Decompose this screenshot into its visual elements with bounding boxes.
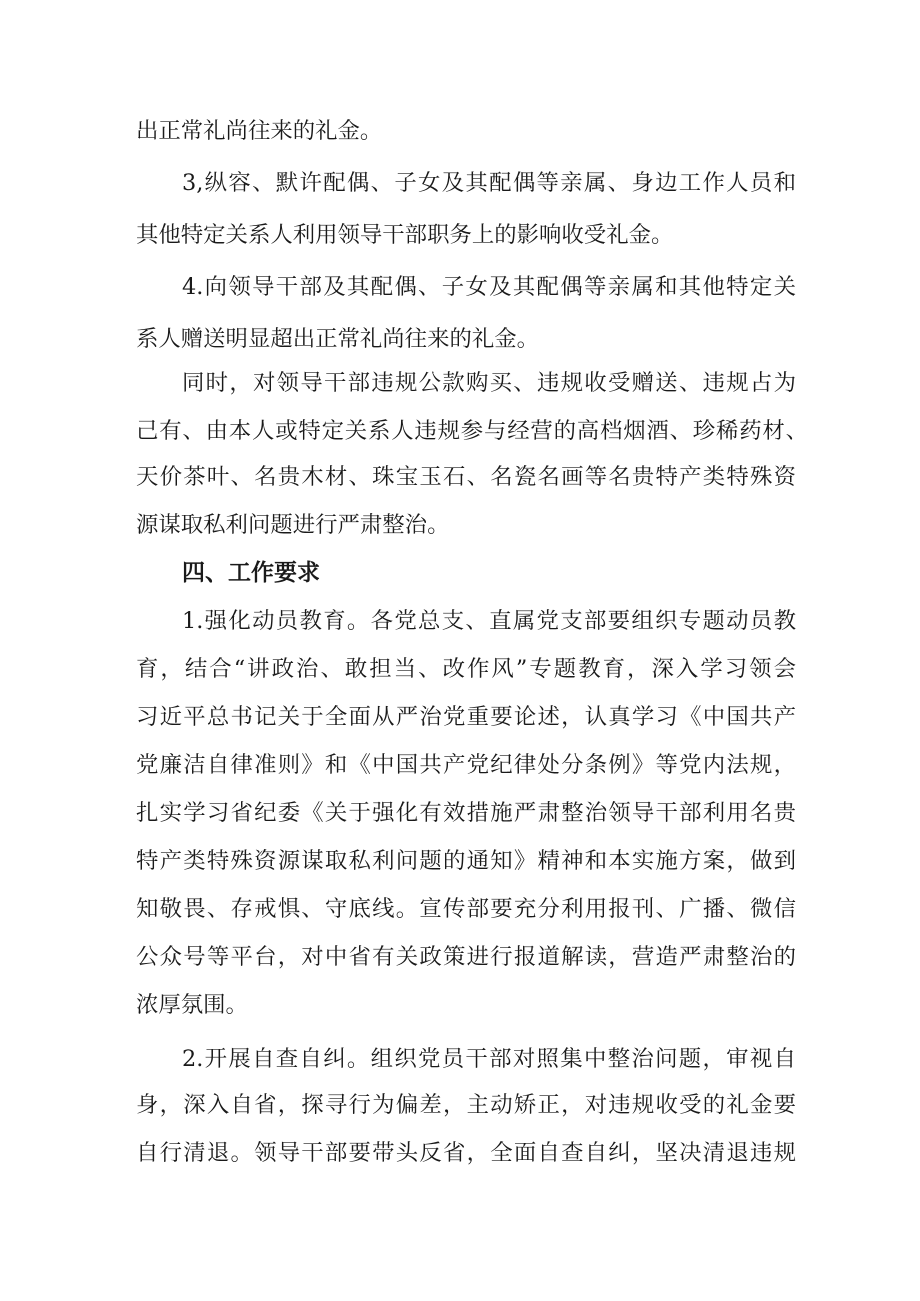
text-line: 党廉洁自律准则》和《中国共产党纪律处分条例》等党内法规， [136, 752, 796, 778]
text-line: 己有、由本人或特定关系人违规参与经营的高档烟酒、珍稀药材、 [136, 418, 808, 444]
text-line: 身，深入自省，探寻行为偏差，主动矫正，对违规收受的礼金要 [136, 1092, 796, 1118]
text-line: 出正常礼尚往来的礼金。 [136, 118, 383, 144]
text-line: 其他特定关系人利用领导干部职务上的影响收受礼金。 [136, 222, 674, 248]
text-line: 天价茶叶、名贵木材、珠宝玉石、名瓷名画等名贵特产类特殊资 [136, 464, 796, 490]
text-line: 公众号等平台，对中省有关政策进行报道解读，营造严肃整治的 [136, 944, 796, 970]
text-line: 育，结合“讲政治、敢担当、改作风”专题教育，深入学习领会 [136, 656, 796, 682]
text-line: 扎实学习省纪委《关于强化有效措施严肃整治领导干部利用名贵 [136, 800, 796, 826]
text-line: 2.开展自查自纠。组织党员干部对照集中整治问题，审视自 [182, 1046, 796, 1072]
text-line: 同时，对领导干部违规公款购买、违规收受赠送、违规占为 [182, 370, 796, 396]
text-line: 浓厚氛围。 [136, 992, 248, 1018]
text-line: 源谋取私利问题进行严肃整治。 [136, 512, 450, 538]
text-line: 系人赠送明显超出正常礼尚往来的礼金。 [136, 326, 540, 352]
text-line: 4.向领导干部及其配偶、子女及其配偶等亲属和其他特定关 [182, 274, 796, 300]
text-line: 自行清退。领导干部要带头反省，全面自查自纠，坚决清退违规 [136, 1140, 796, 1166]
text-line: 特产类特殊资源谋取私利问题的通知》精神和本实施方案，做到 [136, 848, 796, 874]
text-line: 习近平总书记关于全面从严治党重要论述，认真学习《中国共产 [136, 704, 796, 730]
text-line: 知敬畏、存戒惧、守底线。宣传部要充分利用报刊、广播、微信 [136, 896, 796, 922]
text-line: 1.强化动员教育。各党总支、直属党支部要组织专题动员教 [182, 608, 796, 634]
text-line: 3,纵容、默许配偶、子女及其配偶等亲属、身边工作人员和 [182, 170, 796, 196]
section-heading: 四、工作要求 [182, 560, 320, 586]
